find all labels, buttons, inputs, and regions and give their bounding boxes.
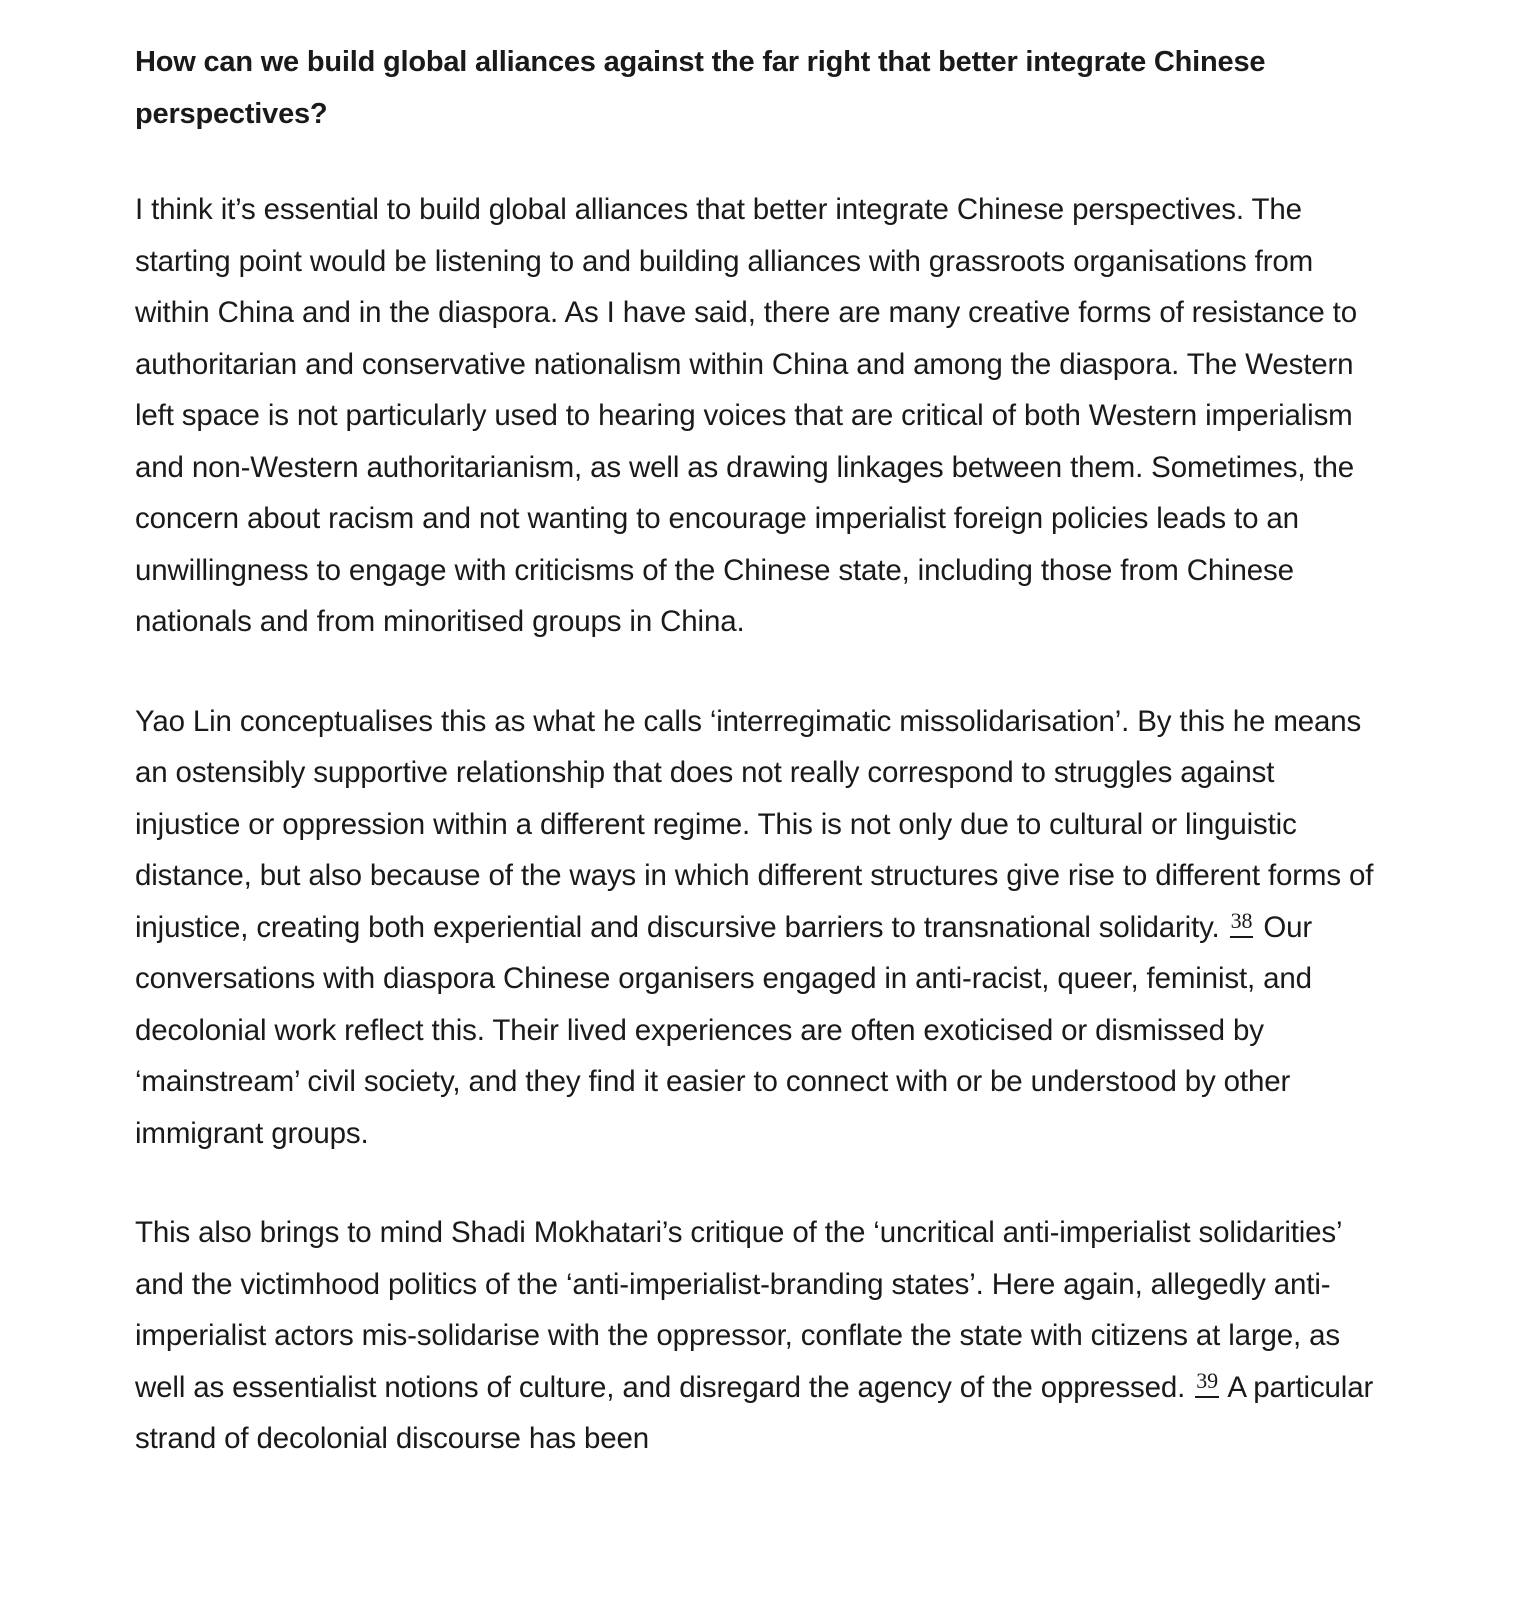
paragraph-3-text-after-footnote: A particular strand of decolonial discourse has been <box>135 1370 1374 1455</box>
answer-paragraph-3 <box>135 1207 1385 1465</box>
paragraph-2-text-before-footnote: Yao Lin conceptualises this as what he calls ‘interregimatic missolidarisation’. By this he means an ostensibly supportive relationship that does not really correspond to struggles against injustice or oppression within a different regime. This is not only due to cultural or linguistic distance, but also because of the ways in which different structures give rise to different forms of injustice, creating both experiential and discursive barriers to transnational solidarity. <box>135 704 1374 944</box>
paragraph-2-text-after-footnote: Our conversations with diaspora Chinese organisers engaged in anti-racist, queer, feminist, and decolonial work reflect this. Their lived experiences are often exoticised or dismissed by ‘mainstream’ civil society, and they find it easier to connect with or be understood by other immigrant groups. <box>135 910 1313 1150</box>
footnote-link-39[interactable]: 39 <box>1195 1368 1219 1398</box>
answer-paragraph-1: I think it’s essential to build global alliances that better integrate Chinese perspectives. The starting point would be listening to and building alliances with grassroots organisations from within China and in the diaspora. As I have said, there are many creative forms of resistance to authoritarian and conservative nationalism within China and among the diaspora. The Western left space is not particularly used to hearing voices that are critical of both Western imperialism and non-Western authoritarianism, as well as drawing linkages between them. Sometimes, the concern about racism and not wanting to encourage imperialist foreign policies leads to an unwillingness to engage with criticisms of the Chinese state, including those from Chinese nationals and from minoritised groups in China. <box>135 193 1357 638</box>
article-body <box>135 36 1385 1513</box>
footnote-link-38[interactable]: 38 <box>1230 908 1254 938</box>
interview-question-heading: How can we build global alliances against the far right that better integrate Chinese perspectives? <box>135 46 1266 130</box>
paragraph-3-text-before-footnote: This also brings to mind Shadi Mokhatari’s critique of the ‘uncritical anti-imperialist solidarities’ and the victimhood politics of the ‘anti-imperialist-branding states’. Here again, allegedly anti-imperialist actors mis-solidarise with the oppressor, conflate the state with citizens at large, as well as essentialist notions of culture, and disregard the agency of the oppressed. <box>135 1216 1342 1404</box>
answer-paragraph-2 <box>135 696 1385 1160</box>
